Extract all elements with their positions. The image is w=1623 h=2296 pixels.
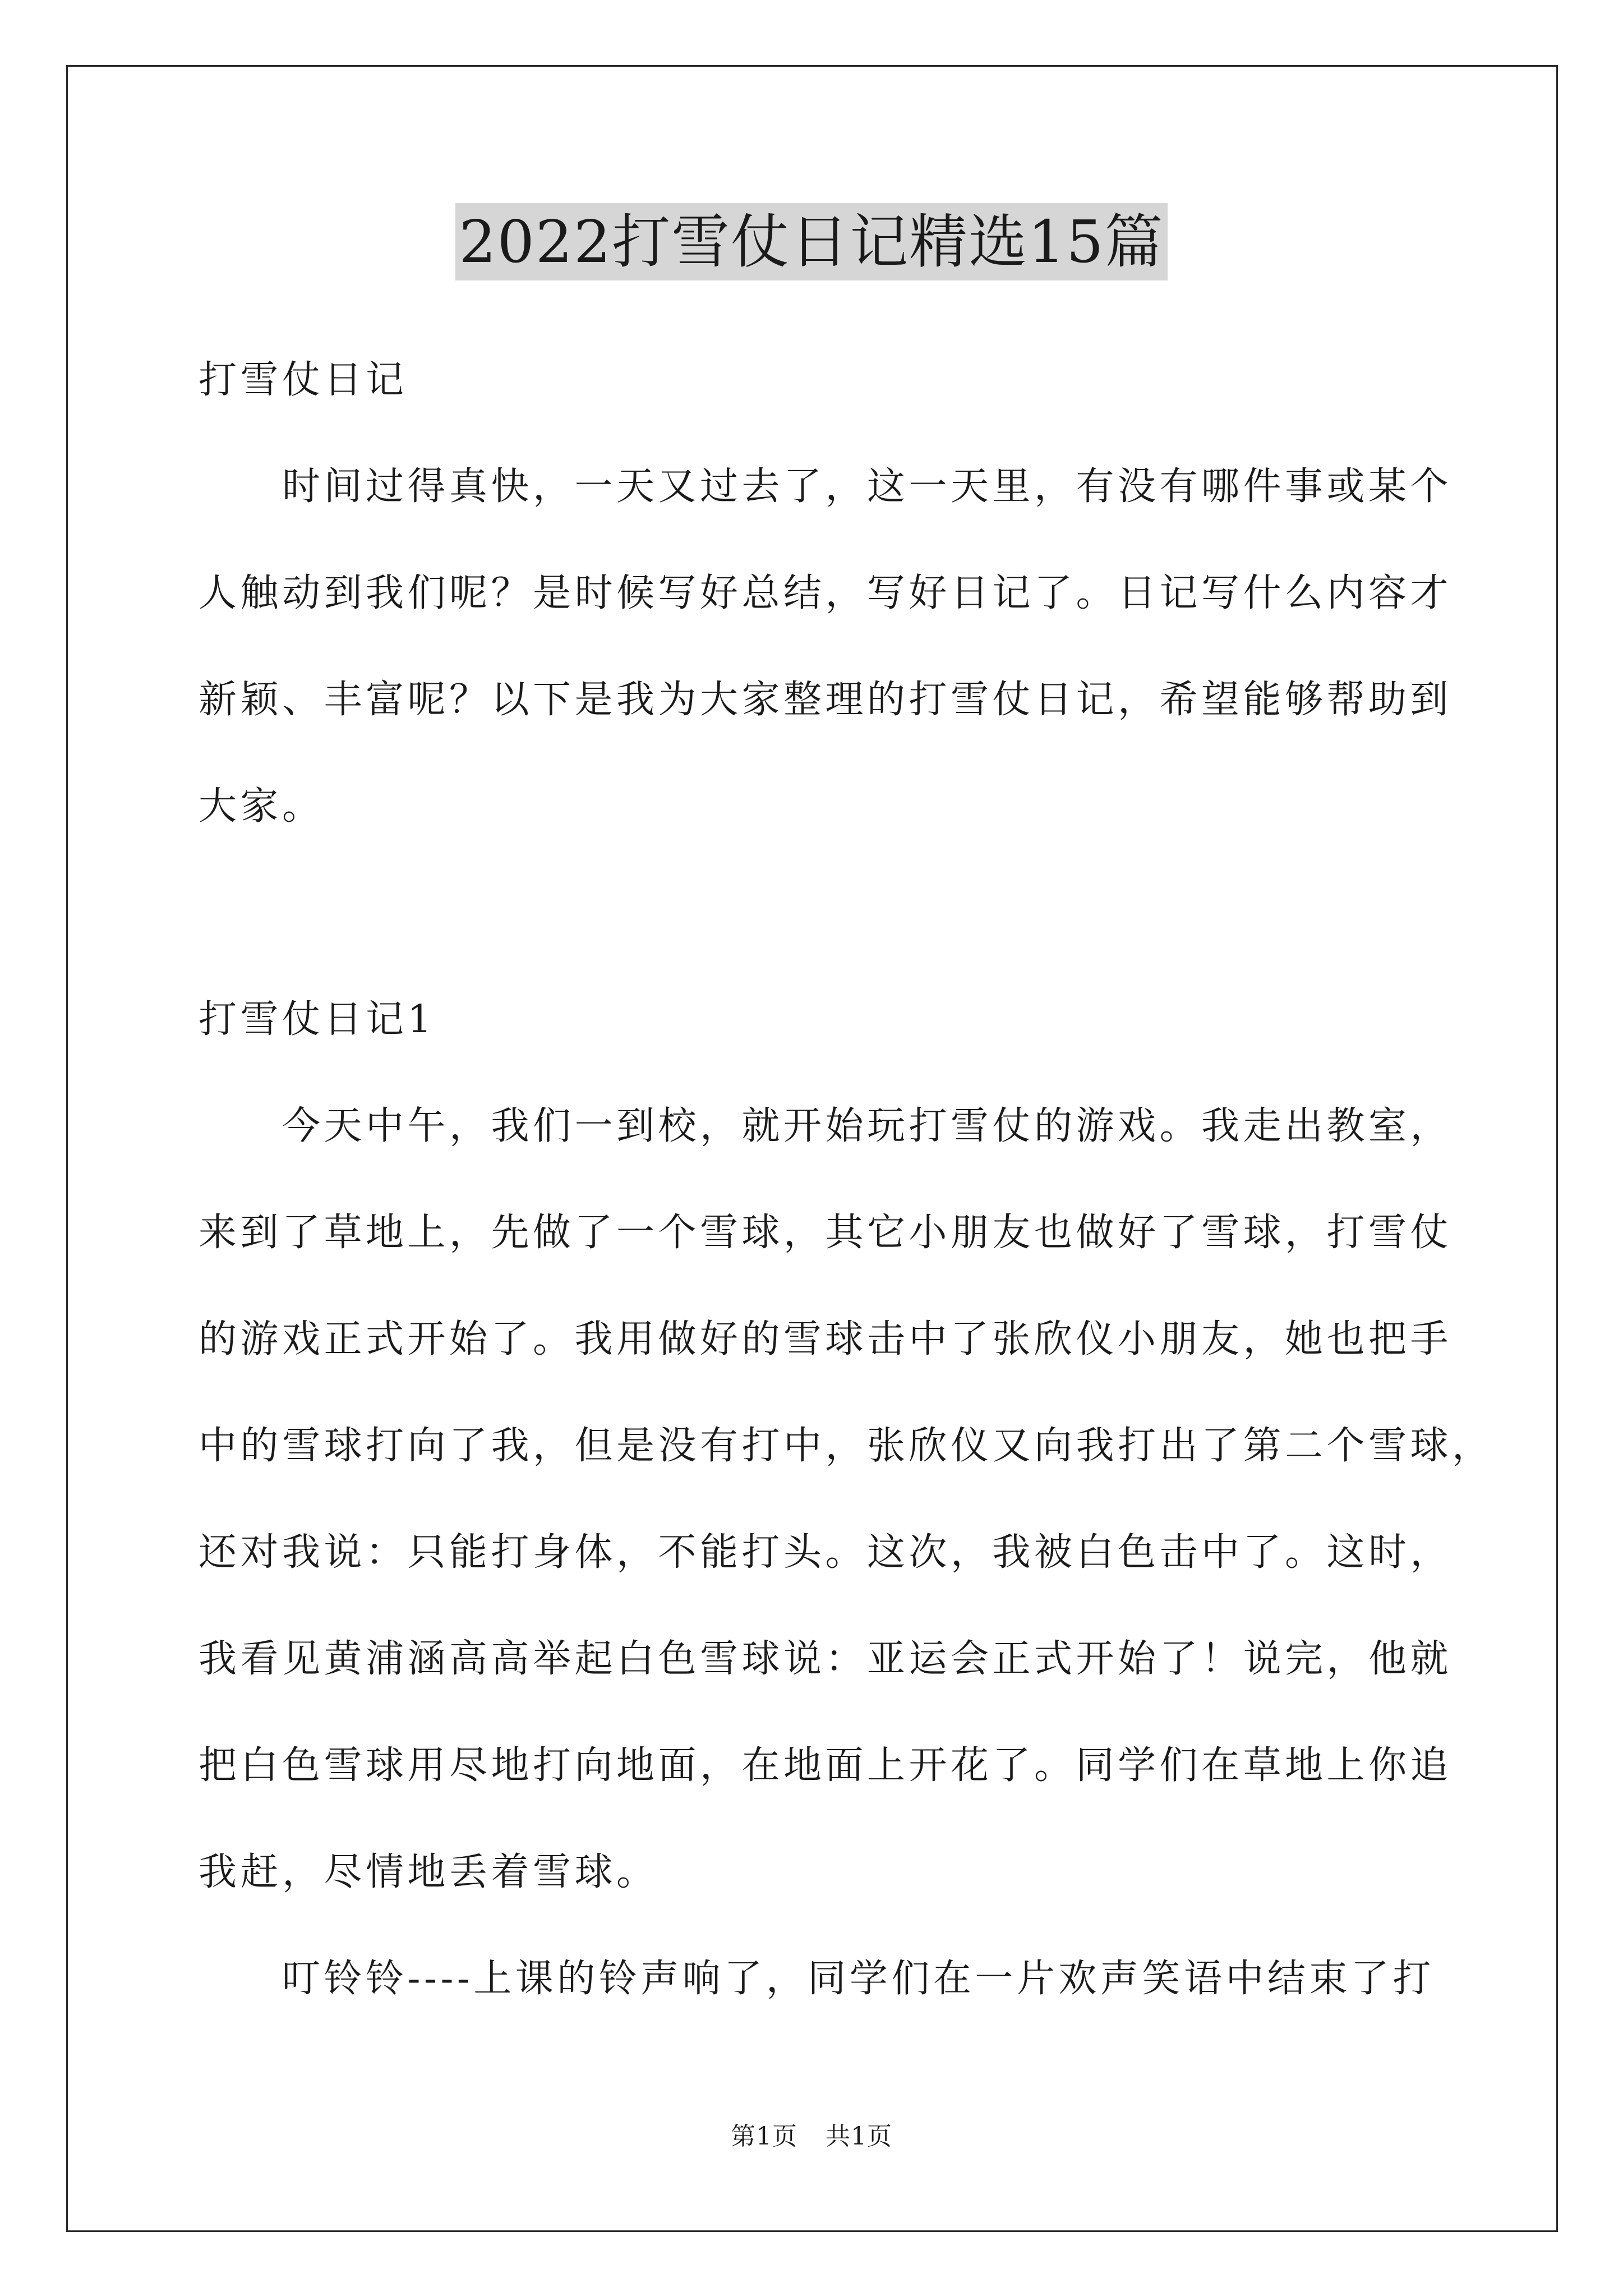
document-title: 2022打雪仗日记精选15篇 bbox=[455, 203, 1167, 280]
section1-line-9: 叮铃铃----上课的铃声响了，同学们在一片欢声笑语中结束了打 bbox=[199, 1957, 1435, 2001]
section1-line-2: 来到了草地上，先做了一个雪球，其它小朋友也做好了雪球，打雪仗 bbox=[199, 1211, 1453, 1255]
intro-line-4: 大家。 bbox=[199, 784, 324, 829]
intro-heading: 打雪仗日记 bbox=[199, 358, 408, 402]
section1-heading: 打雪仗日记1 bbox=[199, 997, 436, 1042]
section1-line-8: 我赶，尽情地丢着雪球。 bbox=[199, 1850, 658, 1894]
intro-line-2: 人触动到我们呢？是时候写好总结，写好日记了。日记写什么内容才 bbox=[199, 571, 1453, 615]
section1-line-7: 把白色雪球用尽地打向地面，在地面上开花了。同学们在草地上你追 bbox=[199, 1743, 1453, 1788]
page-number: 第1页 bbox=[731, 2122, 797, 2151]
intro-line-3: 新颖、丰富呢？以下是我为大家整理的打雪仗日记，希望能够帮助到 bbox=[199, 678, 1453, 722]
intro-line-1: 时间过得真快，一天又过去了，这一天里，有没有哪件事或某个 bbox=[199, 464, 1453, 509]
page-total: 共1页 bbox=[826, 2122, 892, 2151]
section1-line-3: 的游戏正式开始了。我用做好的雪球击中了张欣仪小朋友，她也把手 bbox=[199, 1317, 1453, 1361]
title-container bbox=[0, 203, 1623, 280]
section1-line-1: 今天中午，我们一到校，就开始玩打雪仗的游戏。我走出教室， bbox=[199, 1104, 1453, 1148]
section1-line-5: 还对我说：只能打身体，不能打头。这次，我被白色击中了。这时， bbox=[199, 1530, 1453, 1575]
section1-line-6: 我看见黄浦涵高高举起白色雪球说：亚运会正式开始了！说完，他就 bbox=[199, 1637, 1453, 1681]
section1-line-4: 中的雪球打向了我，但是没有打中，张欣仪又向我打出了第二个雪球， bbox=[199, 1424, 1494, 1468]
page-footer bbox=[0, 2120, 1623, 2154]
